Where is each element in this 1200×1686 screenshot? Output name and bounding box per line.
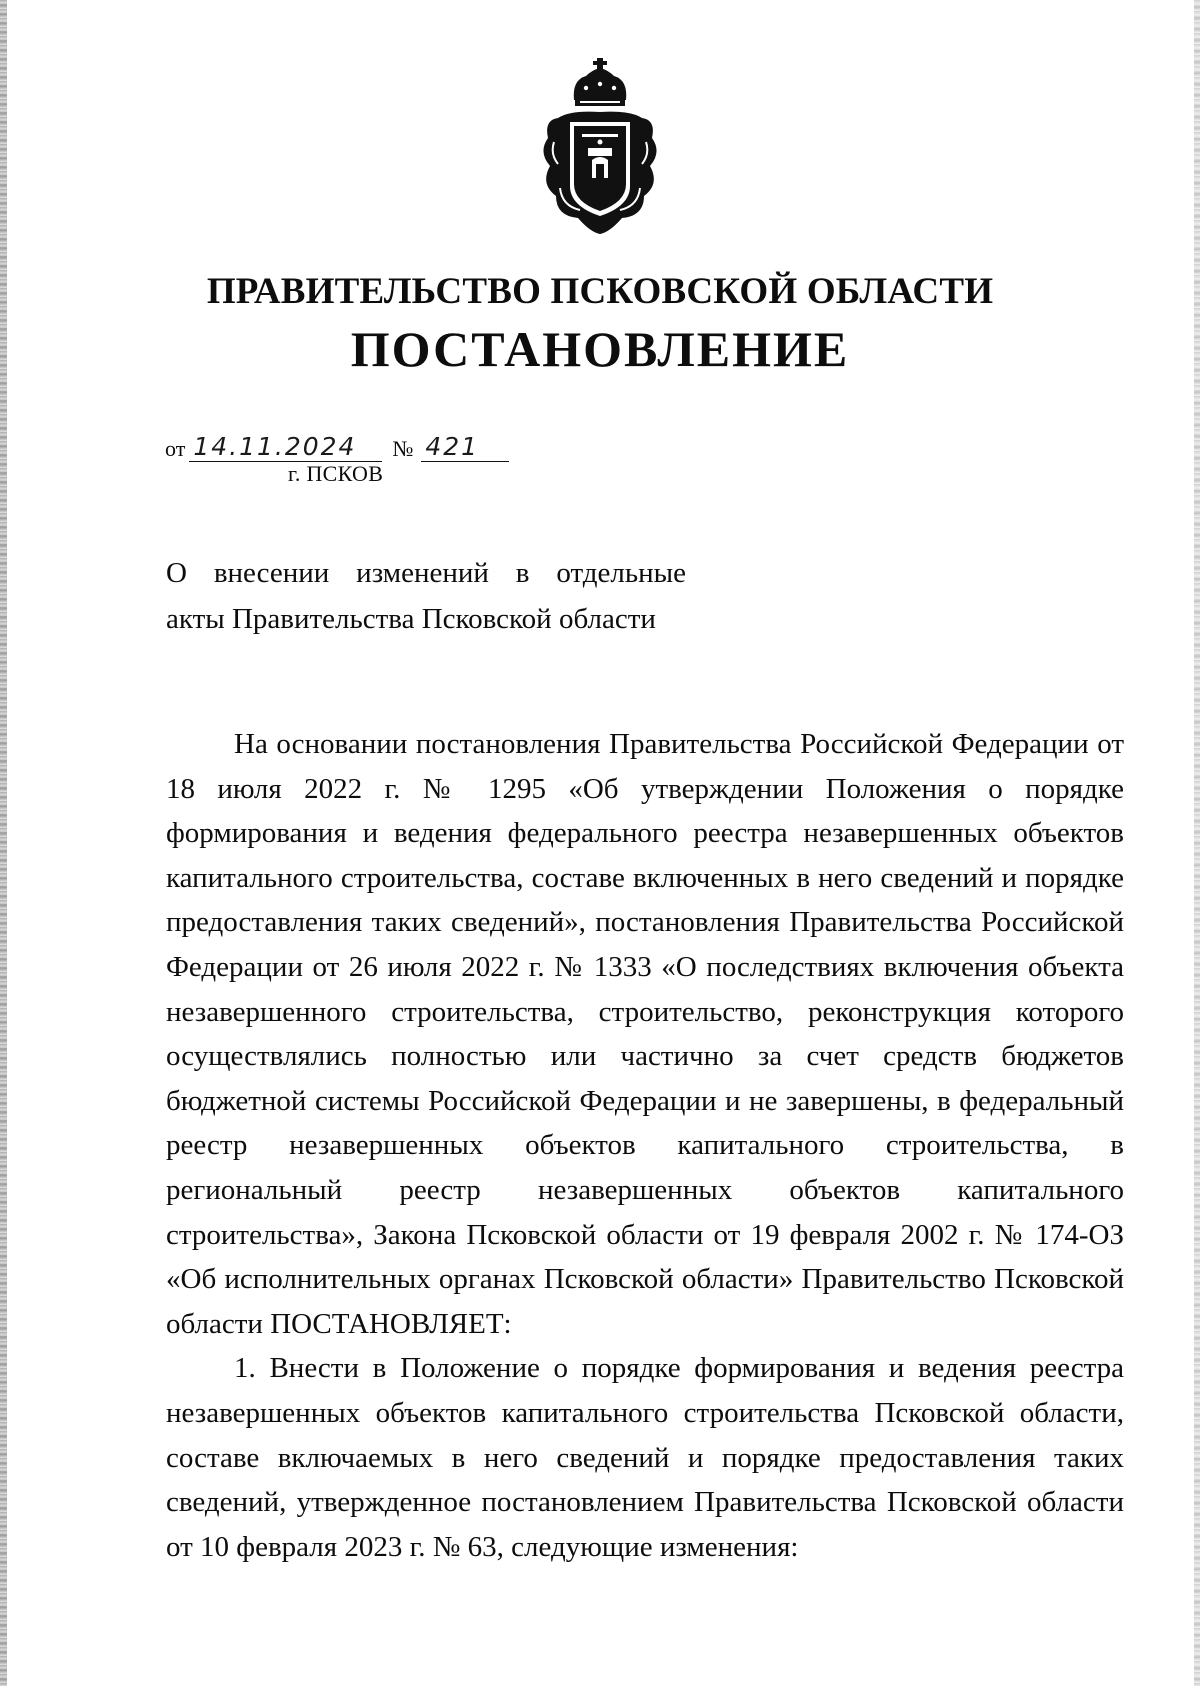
- city-label: г. ПСКОВ: [288, 461, 384, 486]
- organization-title: ПРАВИТЕЛЬСТВО ПСКОВСКОЙ ОБЛАСТИ: [206, 271, 994, 312]
- document-type-title: ПОСТАНОВЛЕНИЕ: [350, 321, 850, 377]
- subject-line-1: О внесении изменений в отдельные: [166, 557, 686, 589]
- body-paragraph-2: 1. Внести в Положение о порядке формирования и ведения реестра незавершенных объектов капитального строительства Псковской области, составе включаемых в него сведений и порядке предоставления таких сведений, утвержденное постановлением Правительства Псковской области от 10 февраля 2023 г. № 63, следующие изменения:: [166, 1352, 1124, 1563]
- coat-of-arms-icon: [530, 56, 670, 236]
- number-value: 421: [425, 432, 480, 461]
- body-paragraph-1: На основании постановления Правительства Российской Федерации от 18 июля 2022 г. № 1295 «Об утверждении Положения о порядке формирования и ведения федерального реестра незавершенных объектов капитального строительства, составе включенных в него сведений и порядке предоставления таких сведений», постановления Правительства Российской Федерации от 26 июля 2022 г. № 1333 «О последствиях включения объекта незавершенного строительства, строительство, реконструкция которого осуществлялись полностью или частично за счет средств бюджетов бюджетной системы Российской Федерации и не завершены, в федеральный реестр незавершенных объектов капитального строительства, в региональный реестр незавершенных объектов капитального строительства», Закона Псковской области от 19 февраля 2002 г. № 174-ОЗ «Об исполнительных органах Псковской области» Правительство Псковской области ПОСТАНОВЛЯЕТ:: [166, 728, 1124, 1340]
- date-number-line: [165, 432, 509, 462]
- number-sign: №: [392, 436, 414, 461]
- number-field: [421, 432, 509, 462]
- scan-border-left: [0, 0, 7, 1686]
- date-value: 14.11.2024: [193, 432, 357, 461]
- document-subject: [166, 550, 686, 642]
- date-field: [189, 432, 382, 462]
- date-prefix: от: [165, 436, 186, 461]
- subject-line-2: акты Правительства Псковской области: [166, 603, 656, 635]
- document-body: [166, 722, 1124, 1569]
- scan-border-right: [1194, 0, 1200, 1686]
